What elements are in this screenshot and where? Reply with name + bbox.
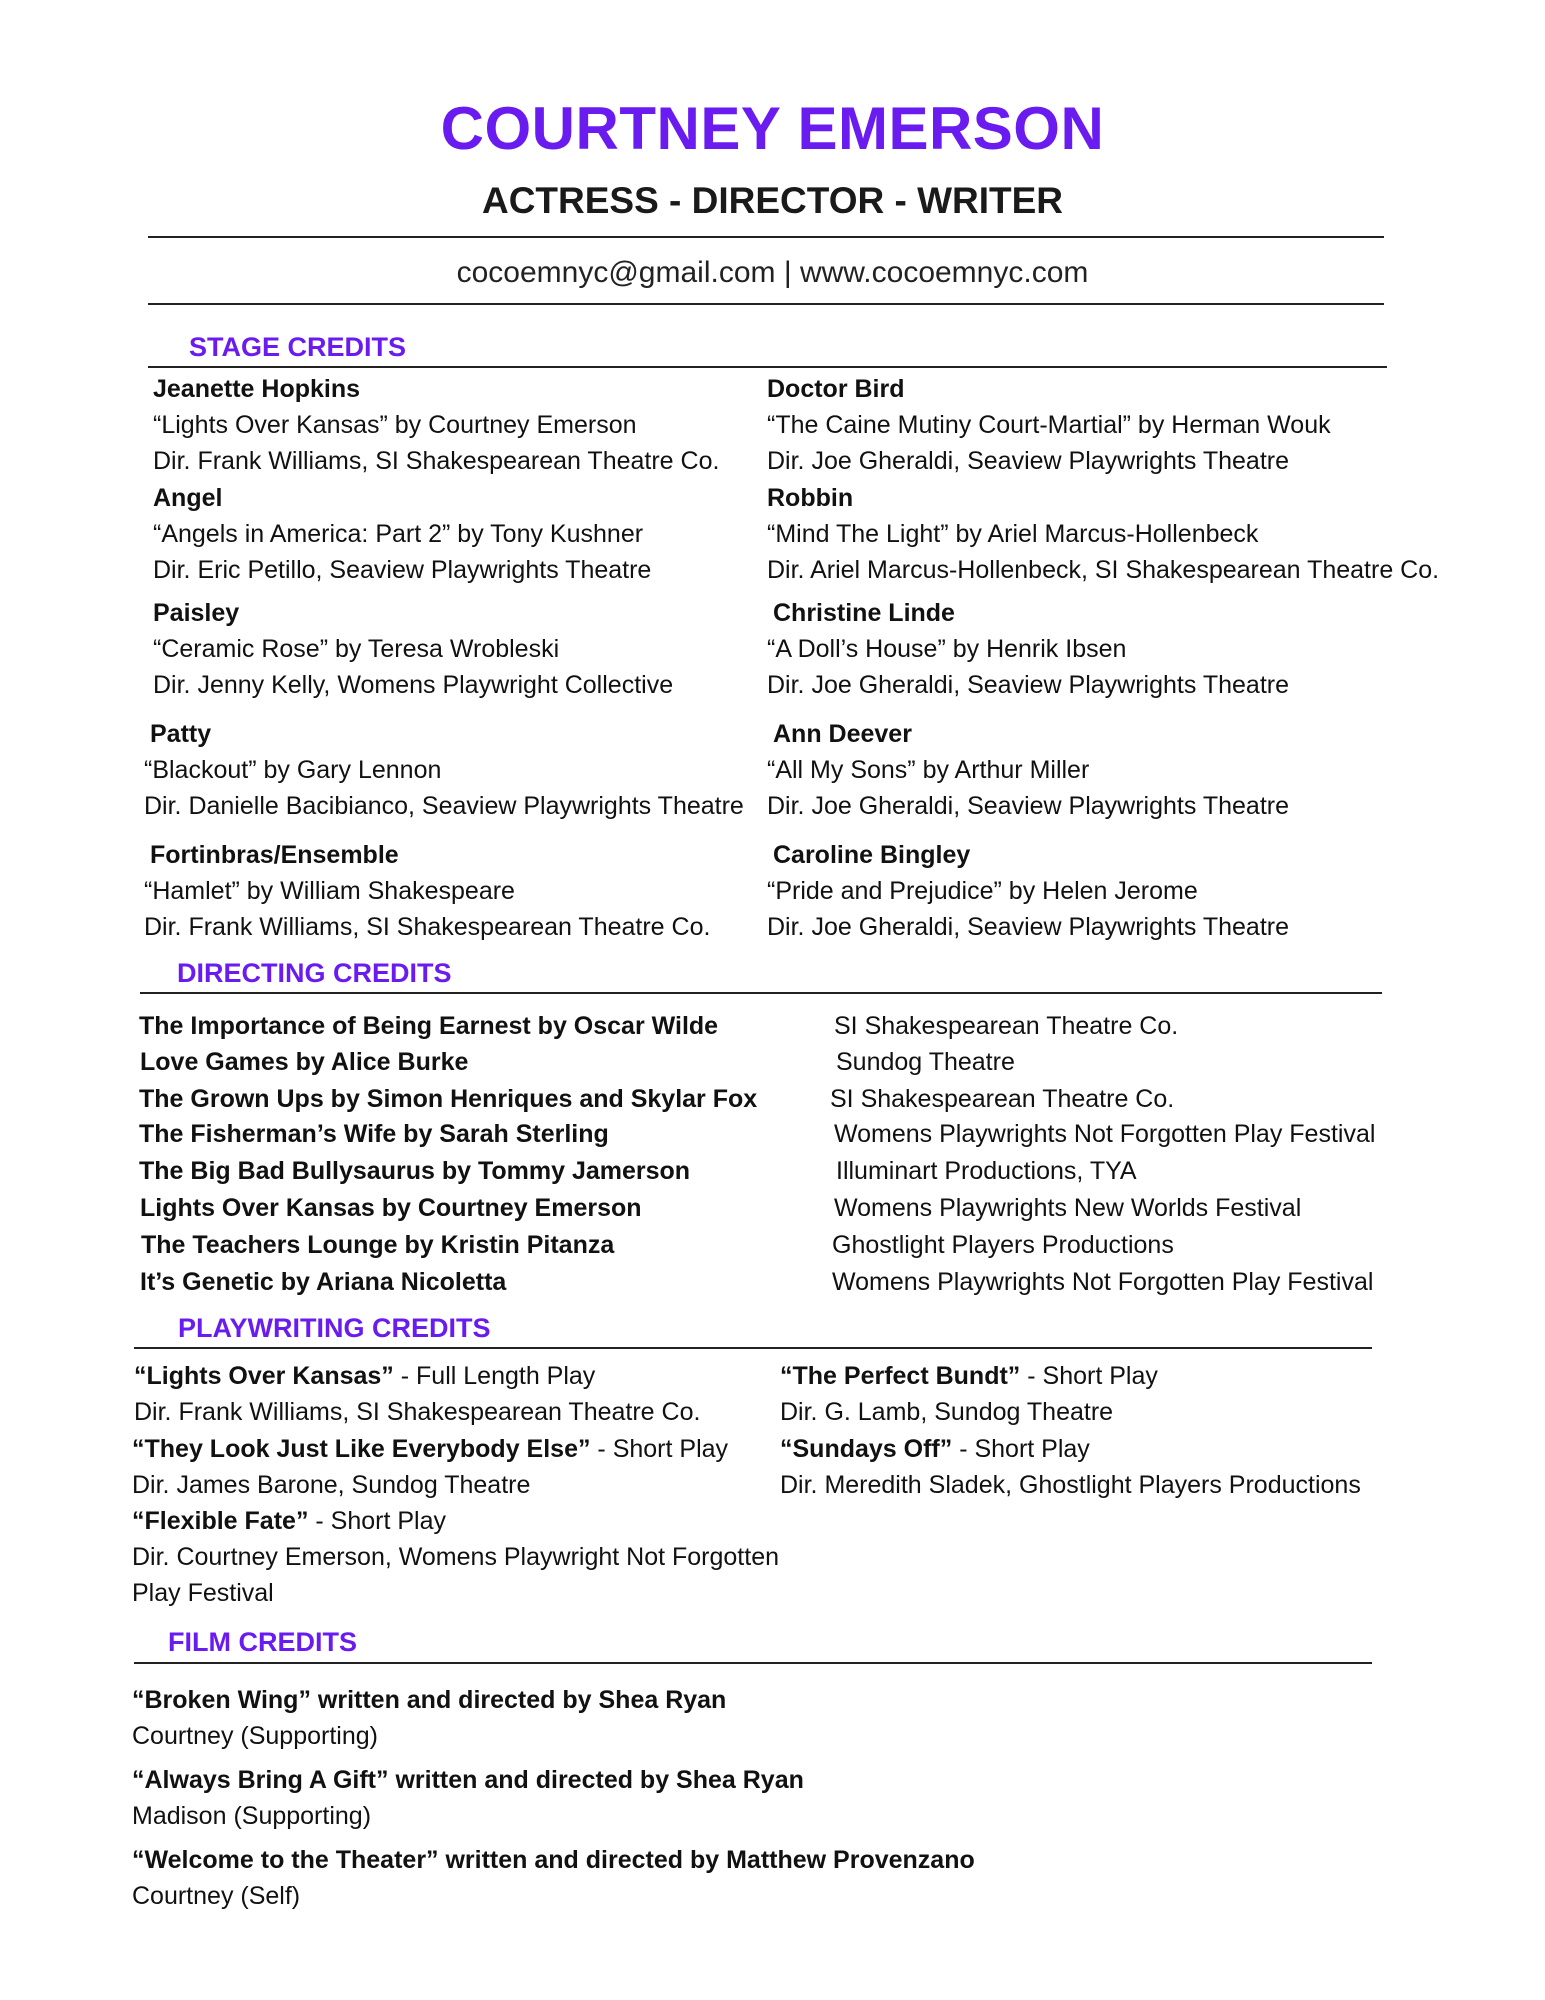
subtitle: ACTRESS - DIRECTOR - WRITER — [481, 180, 1064, 221]
playwriting-work: “Sundays Off” — [780, 1435, 953, 1463]
film-role: Madison (Supporting) — [132, 1802, 372, 1830]
stage-role: Fortinbras/Ensemble — [150, 841, 399, 869]
playwriting-title-line — [132, 1506, 446, 1536]
directing-work: The Grown Ups by Simon Henriques and Skylar Fox — [139, 1085, 758, 1113]
directing-work: The Importance of Being Earnest by Oscar Wilde — [139, 1012, 719, 1040]
playwriting-title-line — [134, 1361, 595, 1391]
stage-director: Dir. Joe Gheraldi, Seaview Playwrights Theatre — [767, 447, 1289, 475]
directing-company: Sundog Theatre — [836, 1048, 1015, 1076]
stage-role: Paisley — [153, 599, 240, 627]
stage-role: Doctor Bird — [767, 375, 905, 403]
playwriting-credits-divider — [134, 1347, 1372, 1349]
playwriting-work: “Lights Over Kansas” — [134, 1362, 394, 1390]
playwriting-work: “Flexible Fate” — [132, 1507, 309, 1535]
name-heading: COURTNEY EMERSON — [440, 95, 1105, 162]
playwriting-work: “The Perfect Bundt” — [780, 1362, 1021, 1390]
stage-director: Dir. Ariel Marcus-Hollenbeck, SI Shakespearean Theatre Co. — [767, 556, 1440, 584]
stage-play: “A Doll’s House” by Henrik Ibsen — [767, 635, 1127, 663]
playwriting-kind: - Full Length Play — [393, 1362, 596, 1390]
directing-work: Love Games by Alice Burke — [140, 1048, 469, 1076]
playwriting-title-line — [780, 1434, 1090, 1464]
film-title: “Always Bring A Gift” written and directed by Shea Ryan — [132, 1766, 804, 1794]
playwriting-director: Dir. G. Lamb, Sundog Theatre — [780, 1398, 1114, 1426]
playwriting-kind: - Short Play — [308, 1507, 447, 1535]
stage-director: Dir. Joe Gheraldi, Seaview Playwrights Theatre — [767, 671, 1289, 699]
directing-company: SI Shakespearean Theatre Co. — [834, 1012, 1179, 1040]
playwriting-title-line — [780, 1361, 1158, 1391]
stage-credits-divider — [148, 366, 1387, 368]
stage-role: Ann Deever — [773, 720, 912, 748]
stage-role: Caroline Bingley — [773, 841, 971, 869]
stage-play: “Lights Over Kansas” by Courtney Emerson — [153, 411, 637, 439]
contact-line: cocoemnyc@gmail.com | www.cocoemnyc.com — [456, 256, 1089, 289]
stage-play: “The Caine Mutiny Court-Martial” by Herman Wouk — [767, 411, 1331, 439]
directing-credits-divider — [140, 992, 1382, 994]
stage-play: “Blackout” by Gary Lennon — [144, 756, 442, 784]
playwriting-director: Dir. Meredith Sladek, Ghostlight Players Productions — [780, 1471, 1361, 1499]
directing-company: SI Shakespearean Theatre Co. — [830, 1085, 1175, 1113]
stage-role: Angel — [153, 484, 223, 512]
stage-credits-heading: STAGE CREDITS — [189, 332, 407, 362]
film-role: Courtney (Self) — [132, 1882, 301, 1910]
film-credits-heading: FILM CREDITS — [168, 1627, 357, 1657]
stage-role: Patty — [150, 720, 212, 748]
stage-play: “Mind The Light” by Ariel Marcus-Hollenbeck — [767, 520, 1259, 548]
stage-director: Dir. Eric Petillo, Seaview Playwrights Theatre — [153, 556, 652, 584]
playwriting-credits-heading: PLAYWRITING CREDITS — [178, 1313, 491, 1343]
directing-company: Womens Playwrights Not Forgotten Play Festival — [832, 1268, 1374, 1296]
playwriting-director: Dir. James Barone, Sundog Theatre — [132, 1471, 531, 1499]
playwriting-work: “They Look Just Like Everybody Else” — [132, 1435, 591, 1463]
directing-work: The Teachers Lounge by Kristin Pitanza — [141, 1231, 615, 1259]
stage-play: “Angels in America: Part 2” by Tony Kushner — [153, 520, 644, 548]
playwriting-title-line — [132, 1434, 728, 1464]
playwriting-kind: - Short Play — [590, 1435, 729, 1463]
header-divider-top — [148, 236, 1384, 238]
playwriting-kind: - Short Play — [952, 1435, 1090, 1463]
stage-director: Dir. Jenny Kelly, Womens Playwright Collective — [153, 671, 674, 699]
header-divider-bottom — [148, 303, 1384, 305]
directing-company: Ghostlight Players Productions — [832, 1231, 1174, 1259]
playwriting-director-cont: Play Festival — [132, 1579, 274, 1607]
directing-company: Illuminart Productions, TYA — [836, 1157, 1137, 1185]
stage-director: Dir. Frank Williams, SI Shakespearean Theatre Co. — [144, 913, 711, 941]
directing-work: It’s Genetic by Ariana Nicoletta — [140, 1268, 507, 1296]
stage-director: Dir. Joe Gheraldi, Seaview Playwrights Theatre — [767, 792, 1289, 820]
film-role: Courtney (Supporting) — [132, 1722, 378, 1750]
directing-work: Lights Over Kansas by Courtney Emerson — [140, 1194, 642, 1222]
stage-play: “Hamlet” by William Shakespeare — [144, 877, 515, 905]
stage-play: “All My Sons” by Arthur Miller — [767, 756, 1090, 784]
stage-play: “Pride and Prejudice” by Helen Jerome — [767, 877, 1198, 905]
playwriting-director: Dir. Frank Williams, SI Shakespearean Theatre Co. — [134, 1398, 701, 1426]
stage-role: Robbin — [767, 484, 854, 512]
film-title: “Broken Wing” written and directed by Shea Ryan — [132, 1686, 727, 1714]
playwriting-kind: - Short Play — [1020, 1362, 1158, 1390]
directing-company: Womens Playwrights Not Forgotten Play Festival — [834, 1120, 1376, 1148]
stage-role: Jeanette Hopkins — [153, 375, 361, 403]
film-title: “Welcome to the Theater” written and directed by Matthew Provenzano — [132, 1846, 975, 1874]
stage-director: Dir. Frank Williams, SI Shakespearean Theatre Co. — [153, 447, 720, 475]
stage-director: Dir. Danielle Bacibianco, Seaview Playwrights Theatre — [144, 792, 744, 820]
film-credits-divider — [134, 1662, 1372, 1664]
playwriting-director: Dir. Courtney Emerson, Womens Playwright Not Forgotten — [132, 1543, 780, 1571]
directing-work: The Big Bad Bullysaurus by Tommy Jamerson — [139, 1157, 691, 1185]
directing-credits-heading: DIRECTING CREDITS — [177, 958, 452, 988]
stage-director: Dir. Joe Gheraldi, Seaview Playwrights Theatre — [767, 913, 1289, 941]
stage-role: Christine Linde — [773, 599, 955, 627]
stage-play: “Ceramic Rose” by Teresa Wrobleski — [153, 635, 560, 663]
directing-work: The Fisherman’s Wife by Sarah Sterling — [139, 1120, 609, 1148]
directing-company: Womens Playwrights New Worlds Festival — [834, 1194, 1302, 1222]
